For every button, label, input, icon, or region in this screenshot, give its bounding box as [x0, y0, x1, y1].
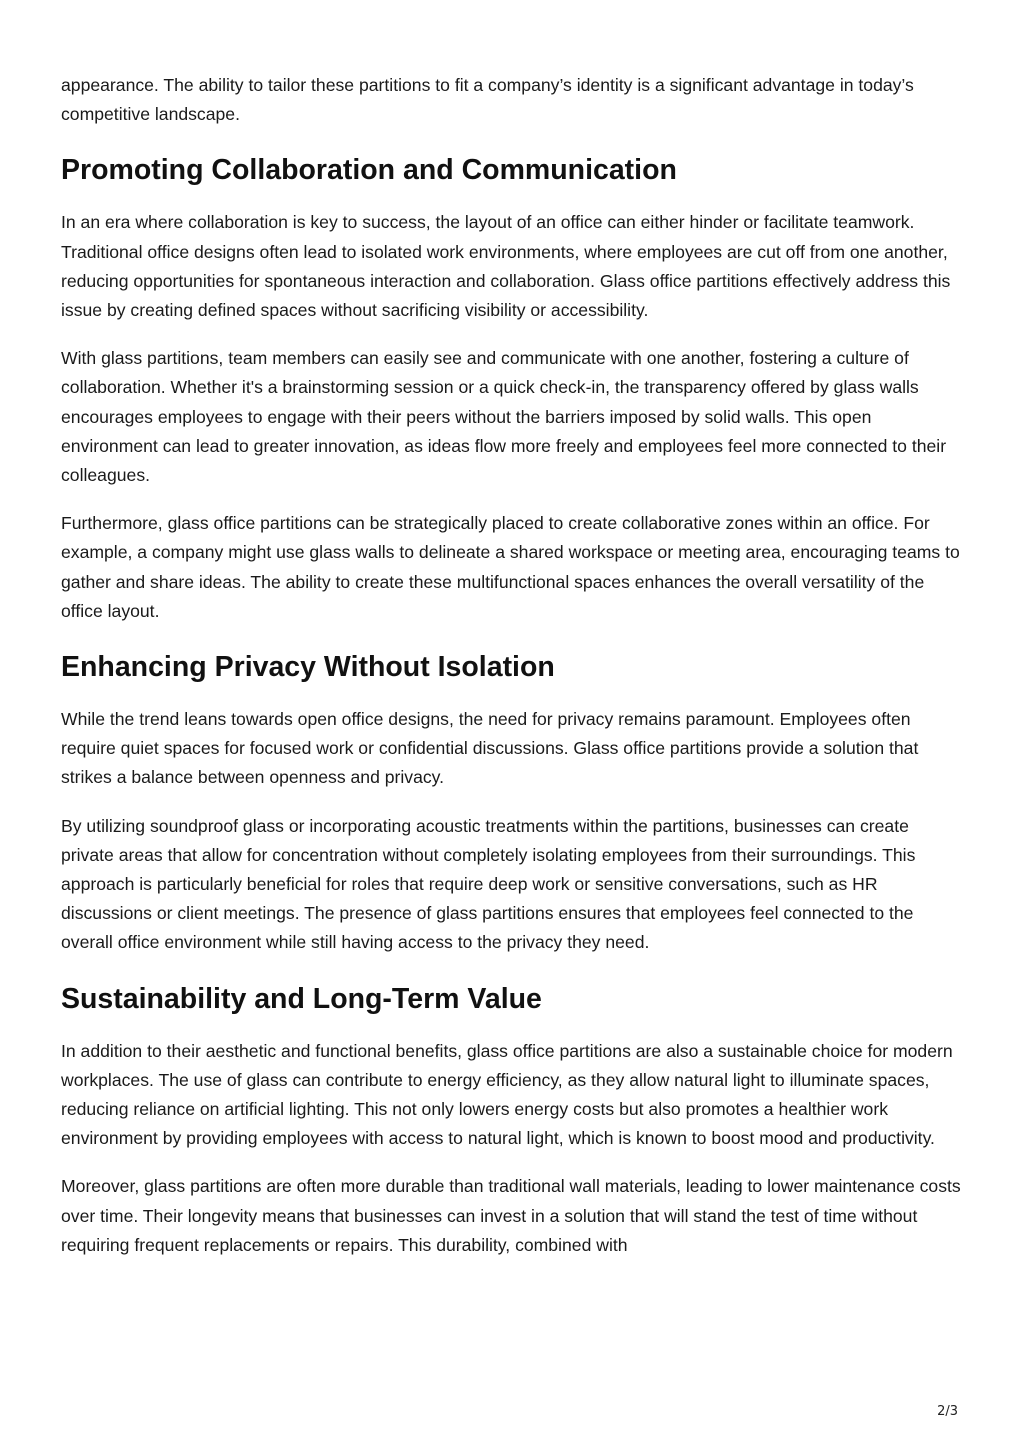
section-collaboration — [61, 152, 961, 626]
section-heading-sustainability: Sustainability and Long-Term Value — [61, 982, 542, 1015]
page-number: 2/3 — [937, 1404, 958, 1419]
section-sustainability — [61, 981, 961, 1260]
section-heading-privacy: Enhancing Privacy Without Isolation — [61, 651, 555, 684]
section-privacy — [61, 649, 961, 958]
paragraph: By utilizing soundproof glass or incorporating acoustic treatments within the partitions, businesses can create private areas that allow for concentration without completely isolating employees from their surroundings. This approach is particularly beneficial for roles that require deep work or sensitive conversations, such as HR discussions or client meetings. The presence of glass partitions ensures that employees feel connected to the overall office environment while still having access to the privacy they need. — [61, 815, 916, 953]
intro-paragraph-tail: appearance. The ability to tailor these partitions to fit a company’s identity is a significant advantage in today’s competitive landscape. — [61, 75, 914, 125]
paragraph: In addition to their aesthetic and functional benefits, glass office partitions are also a sustainable choice for modern workplaces. The use of glass can contribute to energy efficiency, as they allow natural light to illuminate spaces, reducing reliance on artificial lighting. This not only lowers energy costs but also promotes a healthier work environment by providing employees with access to natural light, which is known to boost mood and productivity. — [61, 1040, 953, 1149]
paragraph: Moreover, glass partitions are often more durable than traditional wall materials, leading to lower maintenance costs over time. Their longevity means that businesses can invest in a solution that will stand the test of time without requiring frequent replacements or repairs. This durability, combined with — [61, 1176, 961, 1255]
paragraph: While the trend leans towards open office designs, the need for privacy remains paramount. Employees often require quiet spaces for focused work or confidential discussions. Glass office partitions provide a solution that strikes a balance between openness and privacy. — [61, 709, 919, 788]
paragraph: In an era where collaboration is key to success, the layout of an office can either hinder or facilitate teamwork. Traditional office designs often lead to isolated work environments, where employees are cut off from one another, reducing opportunities for spontaneous interaction and collaboration. Glass office partitions effectively address this issue by creating defined spaces without sacrificing visibility or accessibility. — [61, 212, 951, 321]
paragraph: Furthermore, glass office partitions can be strategically placed to create collaborative zones within an office. For example, a company might use glass walls to delineate a shared workspace or meeting area, encouraging teams to gather and share ideas. The ability to create these multifunctional spaces enhances the overall versatility of the office layout. — [61, 513, 960, 621]
document-page — [61, 0, 961, 1260]
paragraph: With glass partitions, team members can easily see and communicate with one another, fostering a culture of collaboration. Whether it's a brainstorming session or a quick check-in, the transparency offered by glass walls encourages employees to engage with their peers without the barriers imposed by solid walls. This open environment can lead to greater innovation, as ideas flow more freely and employees feel more connected to their colleagues. — [61, 348, 947, 486]
section-heading-collaboration: Promoting Collaboration and Communication — [61, 154, 677, 187]
